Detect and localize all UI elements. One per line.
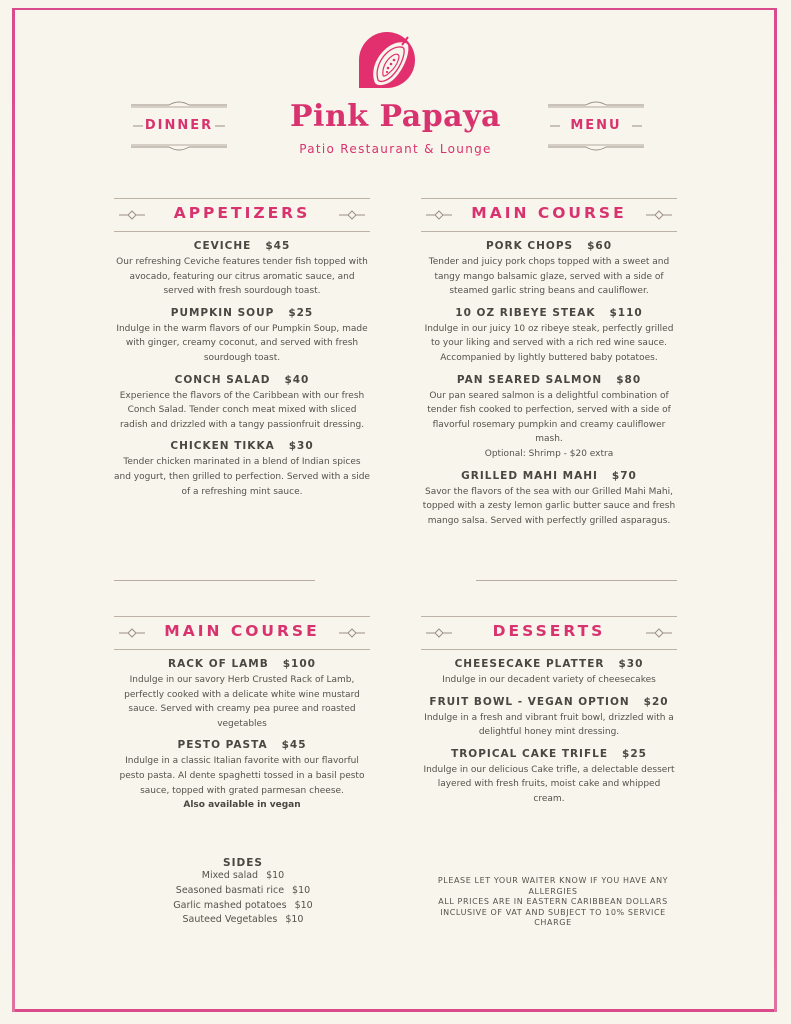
side-name: Sauteed Vegetables bbox=[182, 914, 278, 926]
item-name: CONCH SALAD bbox=[174, 373, 271, 386]
notice-line: INCLUSIVE OF VAT AND SUBJECT TO 10% SERVICE CHARGE bbox=[440, 907, 666, 927]
menu-item bbox=[421, 240, 677, 299]
main-course-section bbox=[421, 198, 677, 528]
menu-item bbox=[421, 470, 677, 529]
dinner-tag bbox=[131, 100, 227, 154]
side-item bbox=[114, 884, 372, 899]
side-price: $10 bbox=[292, 884, 311, 896]
section-header bbox=[114, 198, 370, 232]
section-header bbox=[421, 616, 677, 650]
item-price: $45 bbox=[281, 739, 307, 752]
section-title: DESSERTS bbox=[492, 622, 606, 640]
dinner-label: DINNER bbox=[144, 118, 214, 133]
item-description: Indulge in our delicious Cake trifle, a delectable dessert layered with fresh fruits, moist cake and whipped cream. bbox=[423, 764, 675, 804]
side-name: Seasoned basmati rice bbox=[175, 884, 285, 896]
border-right bbox=[774, 8, 777, 1012]
restaurant-subtitle: Patio Restaurant & Lounge bbox=[299, 142, 492, 156]
section-header bbox=[421, 198, 677, 232]
side-price: $10 bbox=[266, 870, 285, 881]
sides-title: SIDES bbox=[223, 857, 263, 869]
menu-item bbox=[421, 748, 677, 807]
allergy-notice bbox=[420, 876, 686, 929]
menu-item bbox=[114, 739, 370, 812]
item-price: $70 bbox=[611, 469, 637, 482]
side-name: Garlic mashed potatoes bbox=[173, 899, 287, 911]
item-price: $45 bbox=[265, 240, 291, 252]
side-name: Mixed salad bbox=[201, 870, 259, 881]
item-price: $20 bbox=[643, 695, 669, 708]
item-description: Indulge in our juicy 10 oz ribeye steak, perfectly grilled to your liking and served with a rich red wine sauce. Accompanied by lightly buttered baby potatoes. bbox=[424, 323, 674, 363]
side-item bbox=[114, 899, 372, 914]
item-price: $80 bbox=[616, 373, 642, 386]
item-description: Savor the flavors of the sea with our Grilled Mahi Mahi, topped with a zesty lemon garlic butter sauce and fresh mango salsa. Served with perfectly grilled asparagus. bbox=[422, 486, 676, 526]
menu-item bbox=[421, 696, 677, 740]
appetizers-section bbox=[114, 198, 370, 499]
item-price: $25 bbox=[622, 747, 647, 760]
restaurant-name: Pink Papaya bbox=[290, 99, 501, 134]
notice-line: ALL PRICES ARE IN EASTERN CARIBBEAN DOLLARS bbox=[438, 897, 668, 906]
notice-line: PLEASE LET YOUR WAITER KNOW IF YOU HAVE ANY ALLERGIES bbox=[437, 876, 669, 896]
papaya-icon bbox=[358, 31, 416, 89]
item-price: $110 bbox=[609, 306, 643, 319]
item-description: Tender and juicy pork chops topped with a sweet and tangy mango balsamic glaze, served with a side of steamed garlic string beans and cauliflower. bbox=[428, 257, 670, 297]
side-item bbox=[114, 913, 372, 928]
item-vegan-note: Also available in vegan bbox=[183, 800, 301, 811]
item-description: Our refreshing Ceviche features tender fish topped with avocado, featuring our citrus aromatic sauce, and served with fresh sourdough toast. bbox=[116, 257, 368, 297]
item-extra-option: Optional: Shrimp - $20 extra bbox=[484, 448, 614, 459]
side-price: $10 bbox=[294, 899, 313, 911]
item-price: $30 bbox=[618, 658, 644, 670]
main-course-section bbox=[114, 616, 370, 812]
menu-item bbox=[114, 658, 370, 731]
item-name: GRILLED MAHI MAHI bbox=[461, 469, 598, 482]
item-description: Indulge in a fresh and vibrant fruit bowl, drizzled with a delightful honey mint dressing. bbox=[424, 712, 674, 738]
side-item bbox=[114, 869, 372, 884]
item-description: Indulge in our decadent variety of cheesecakes bbox=[442, 675, 656, 685]
item-name: 10 OZ RIBEYE STEAK bbox=[455, 306, 596, 319]
menu-item bbox=[114, 240, 370, 299]
side-price: $10 bbox=[285, 914, 304, 926]
section-title: MAIN COURSE bbox=[164, 622, 320, 640]
item-description: Indulge in the warm flavors of our Pumpkin Soup, made with ginger, creamy coconut, and served with fresh sourdough toast. bbox=[116, 323, 368, 363]
item-price: $100 bbox=[282, 658, 316, 670]
border-left bbox=[12, 8, 15, 1012]
ornament-icon bbox=[646, 209, 672, 221]
menu-item bbox=[421, 374, 677, 462]
ornament-icon bbox=[339, 209, 365, 221]
ornament-icon bbox=[646, 627, 672, 639]
section-title: MAIN COURSE bbox=[471, 204, 627, 222]
divider bbox=[114, 580, 315, 581]
item-description: Indulge in our savory Herb Crusted Rack of Lamb, perfectly cooked with a delicate white wine mustard sauce. Served with creamy pea puree and roasted vegetables bbox=[124, 675, 360, 729]
item-description: Indulge in a classic Italian favorite with our flavorful pesto pasta. Al dente spaghetti tossed in a basil pesto sauce, topped with grated parmesan cheese. bbox=[119, 756, 365, 796]
item-description: Tender chicken marinated in a blend of Indian spices and yogurt, then grilled to perfection. Served with a side of a refreshing mint sauce. bbox=[114, 457, 370, 497]
item-price: $60 bbox=[587, 240, 613, 252]
menu-item bbox=[421, 658, 677, 688]
menu-label: MENU bbox=[570, 118, 622, 133]
item-name: CEVICHE bbox=[193, 240, 252, 252]
menu-item bbox=[114, 440, 370, 499]
menu-item bbox=[114, 374, 370, 433]
item-description: Experience the flavors of the Caribbean with our fresh Conch Salad. Tender conch meat mixed with sliced radish and drizzled with a tangy passionfruit dressing. bbox=[119, 390, 365, 430]
item-description: Our pan seared salmon is a delightful combination of tender fish cooked to perfection, served with a side of flavorful rosemary pumpkin and creamy cauliflower mash. bbox=[427, 390, 671, 445]
item-name: CHEESECAKE PLATTER bbox=[454, 658, 605, 670]
item-price: $40 bbox=[284, 373, 310, 386]
menu-tag bbox=[548, 100, 644, 154]
item-price: $30 bbox=[288, 440, 314, 453]
item-name: PAN SEARED SALMON bbox=[456, 373, 603, 386]
section-title: APPETIZERS bbox=[173, 204, 311, 222]
item-name: PESTO PASTA bbox=[177, 739, 268, 752]
menu-item bbox=[114, 307, 370, 366]
item-name: FRUIT BOWL - VEGAN OPTION bbox=[429, 695, 630, 708]
border-top bbox=[14, 8, 777, 10]
item-name: PUMPKIN SOUP bbox=[170, 306, 275, 319]
item-name: CHICKEN TIKKA bbox=[170, 440, 275, 453]
item-name: PORK CHOPS bbox=[485, 240, 574, 252]
border-bottom bbox=[14, 1009, 777, 1012]
item-name: RACK OF LAMB bbox=[168, 658, 269, 670]
item-name: TROPICAL CAKE TRIFLE bbox=[451, 747, 609, 760]
ornament-icon bbox=[339, 627, 365, 639]
section-header bbox=[114, 616, 370, 650]
desserts-section bbox=[421, 616, 677, 807]
sides-section bbox=[114, 857, 372, 928]
divider bbox=[476, 580, 677, 581]
menu-item bbox=[421, 307, 677, 366]
item-price: $25 bbox=[288, 306, 314, 319]
